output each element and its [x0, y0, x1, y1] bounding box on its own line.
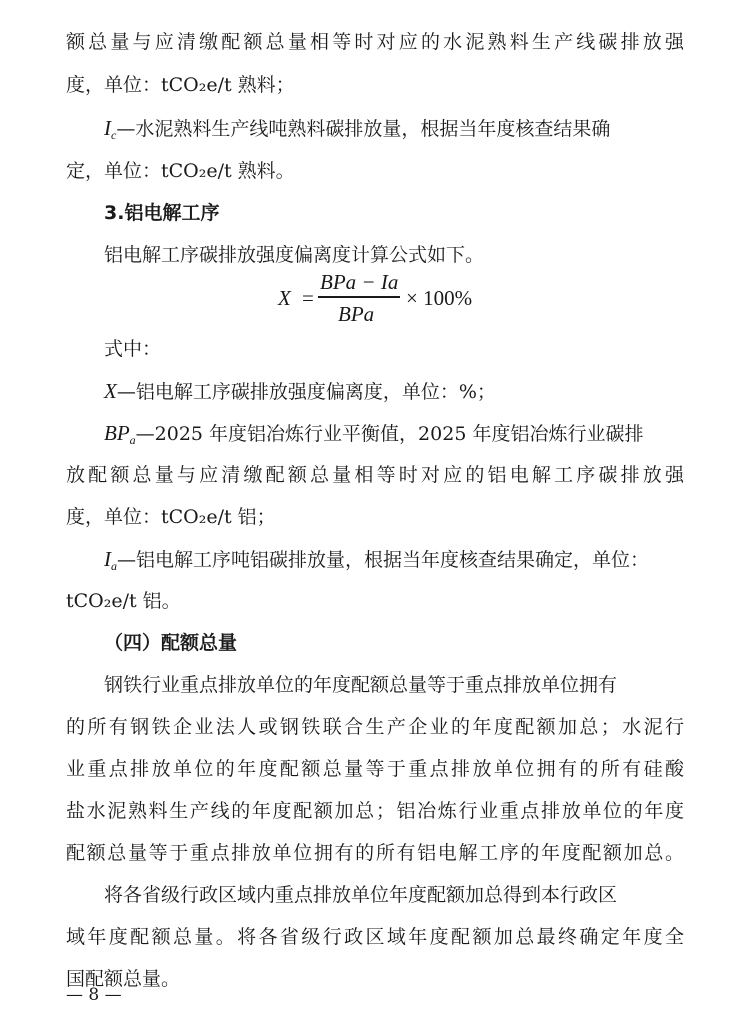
- section-heading: （四）配额总量: [104, 632, 238, 654]
- text-line: 度，单位：tCO₂e/t 铝；: [66, 506, 276, 528]
- symbol: BP: [104, 421, 130, 445]
- text-line: 额总量与应清缴配额总量相等时对应的水泥熟料生产线碳排放强: [66, 31, 684, 53]
- text-line: 域年度配额总量。将各省级行政区域年度配额加总最终确定年度全: [66, 926, 684, 948]
- definition-x: [104, 379, 496, 404]
- text-line: 铝电解工序碳排放强度偏离度计算公式如下。: [104, 244, 485, 266]
- text-line: 配额总量等于重点排放单位拥有的所有铝电解工序的年度配额加总。: [66, 842, 684, 864]
- symbol: I: [104, 547, 111, 571]
- text-line: 钢铁行业重点排放单位的年度配额总量等于重点排放单位拥有: [104, 674, 618, 696]
- text-line: 国配额总量。: [66, 968, 181, 990]
- fraction-bar: [318, 296, 400, 298]
- definition-ia: [104, 547, 649, 574]
- text-line: tCO₂e/t 铝。: [66, 590, 181, 612]
- text-line: 定，单位：tCO₂e/t 熟料。: [66, 160, 295, 182]
- symbol-subscript: c: [111, 128, 117, 142]
- symbol-subscript: a: [129, 433, 136, 447]
- section-heading: 3.铝电解工序: [104, 202, 220, 224]
- symbol-subscript: a: [111, 559, 117, 573]
- definition-ic: [104, 116, 610, 143]
- text-line: 放配额总量与应清缴配额总量相等时对应的铝电解工序碳排放强: [66, 464, 684, 486]
- definition-text: —2025 年度铝冶炼行业平衡值，2025 年度铝冶炼行业碳排: [135, 423, 644, 445]
- text-line: 盐水泥熟料生产线的年度配额加总；铝冶炼行业重点排放单位的年度: [66, 800, 684, 822]
- symbol: I: [104, 116, 111, 140]
- formula-numerator: BPa − Ia: [320, 270, 399, 294]
- text-line: 式中：: [104, 338, 162, 360]
- formula-denominator: BPa: [338, 302, 375, 326]
- text-line: 度，单位：tCO₂e/t 熟料；: [66, 74, 295, 96]
- definition-bpa: [104, 421, 643, 448]
- text-line: 的所有钢铁企业法人或钢铁联合生产企业的年度配额加总；水泥行: [66, 716, 684, 738]
- formula-lhs: X: [278, 286, 291, 310]
- text-line: 业重点排放单位的年度配额总量等于重点排放单位拥有的所有硅酸: [66, 758, 684, 780]
- page-number: — 8 —: [66, 985, 122, 1005]
- formula-multiplier: × 100%: [406, 286, 473, 310]
- deviation-formula: [270, 268, 530, 328]
- definition-text: —铝电解工序吨铝碳排放量，根据当年度核查结果确定，单位：: [117, 549, 650, 571]
- symbol: X: [104, 379, 117, 403]
- text-line: 将各省级行政区域内重点排放单位年度配额加总得到本行政区: [104, 884, 618, 906]
- definition-text: —水泥熟料生产线吨熟料碳排放量，根据当年度核查结果确: [116, 118, 611, 140]
- definition-text: —铝电解工序碳排放强度偏离度，单位：%；: [116, 381, 496, 403]
- formula-equals: =: [302, 286, 314, 310]
